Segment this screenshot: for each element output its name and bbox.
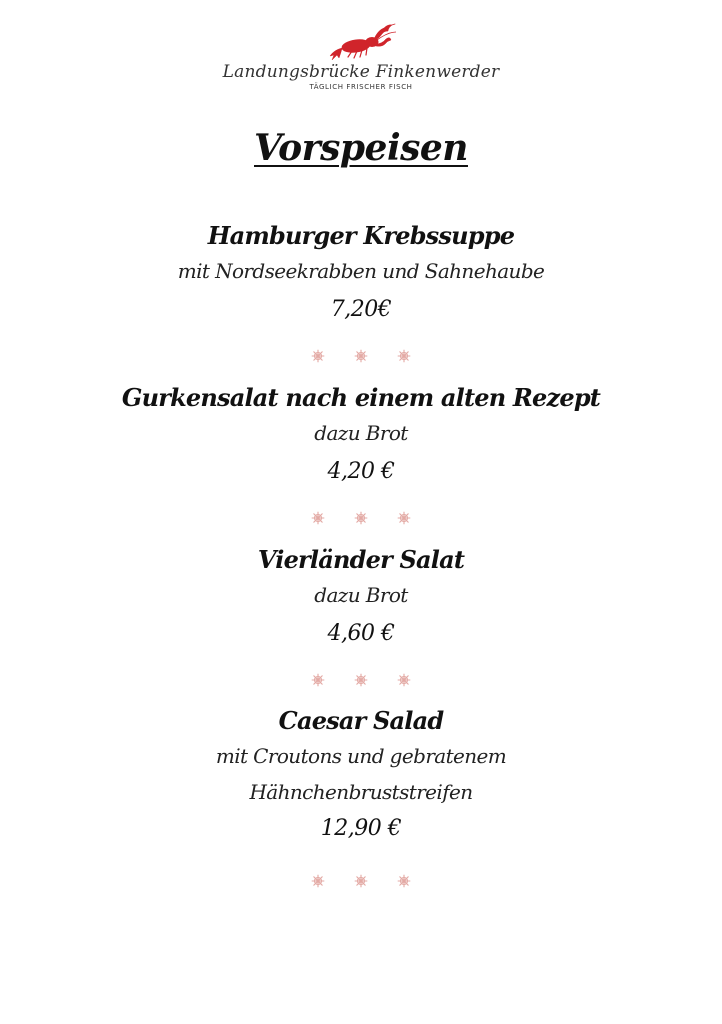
ship-wheel-icon (354, 874, 368, 888)
lobster-icon (326, 22, 396, 62)
menu-item (0, 705, 722, 849)
menu-item (0, 220, 722, 330)
menu-item (0, 382, 722, 492)
ship-wheel-icon (311, 511, 325, 525)
menu-item-name: Vierländer Salat (257, 545, 465, 574)
menu-item-name: Caesar Salad (278, 706, 444, 735)
menu-item-name: Hamburger Krebssuppe (207, 221, 515, 250)
ornament-divider (0, 345, 722, 361)
ship-wheel-icon (397, 874, 411, 888)
restaurant-logo (0, 22, 722, 91)
section-title-text: Vorspeisen (254, 127, 468, 169)
ship-wheel-icon (354, 673, 368, 687)
ship-wheel-icon (311, 874, 325, 888)
ship-wheel-icon (397, 673, 411, 687)
menu-item-name: Gurkensalat nach einem alten Rezept (121, 383, 601, 412)
section-title (0, 127, 722, 169)
brand-tagline: TÄGLICH FRISCHER FISCH (309, 83, 413, 91)
menu-item-description: mit Nordseekrabben und Sahnehaube (177, 259, 545, 283)
menu-item-price: 12,90 € (320, 816, 402, 841)
ship-wheel-icon (354, 349, 368, 363)
ornament-divider (0, 870, 722, 886)
ship-wheel-icon (354, 511, 368, 525)
menu-item-price: 4,20 € (327, 459, 395, 484)
menu-item-price: 7,20€ (330, 297, 392, 322)
ship-wheel-icon (397, 511, 411, 525)
ship-wheel-icon (397, 349, 411, 363)
menu-item-description: dazu Brot (314, 583, 408, 607)
ornament-divider (0, 669, 722, 685)
menu-item-description: dazu Brot (314, 421, 408, 445)
menu-item (0, 544, 722, 654)
ornament-divider (0, 507, 722, 523)
menu-item-description: mit Croutons und gebratenem (215, 744, 507, 768)
menu-item-price: 4,60 € (327, 621, 395, 646)
brand-name: Landungsbrücke Finkenwerder (222, 62, 500, 82)
ship-wheel-icon (311, 349, 325, 363)
menu-item-description-line-2: Hähnchenbruststreifen (249, 780, 473, 804)
ship-wheel-icon (311, 673, 325, 687)
